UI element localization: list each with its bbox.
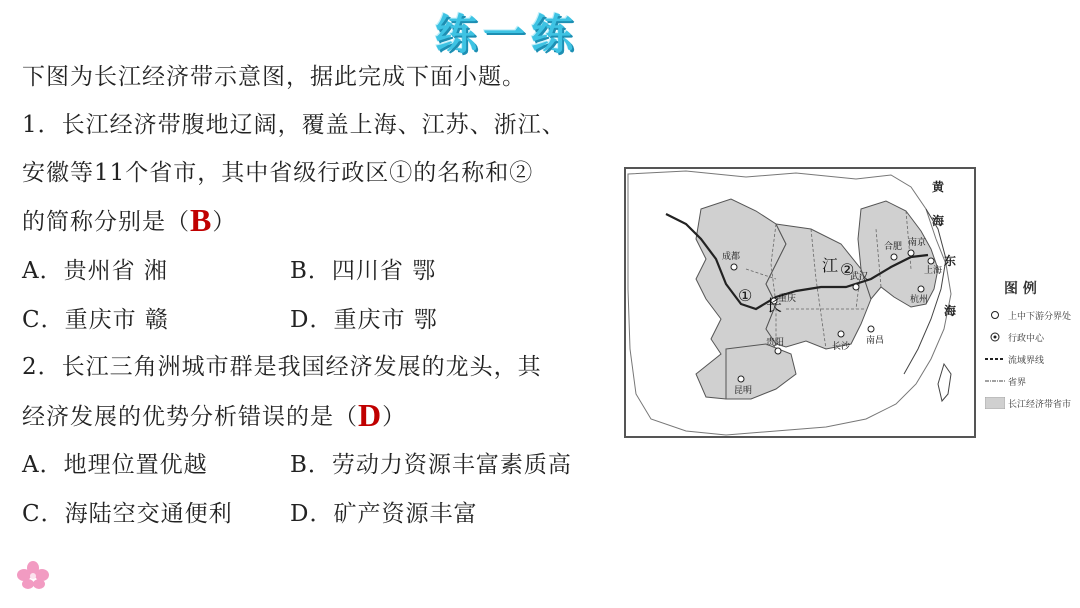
q2-line2-text: 经济发展的优势分析错误的是（ <box>22 404 358 430</box>
label-region-1: ① <box>738 286 753 305</box>
q2-option-b[interactable]: B．劳动力资源丰富素质高 <box>290 452 572 478</box>
boundary-point-icon <box>984 310 1006 320</box>
flower-decoration-icon <box>16 560 50 594</box>
q1-option-d[interactable]: D．重庆市 鄂 <box>290 307 438 333</box>
legend-title: 图 例 <box>1004 281 1037 297</box>
legend-label: 行政中心 <box>1008 333 1045 344</box>
page-title: 练一练 <box>434 10 579 59</box>
legend-item <box>984 304 1080 326</box>
chengdu-marker <box>731 264 737 270</box>
taiwan-island <box>938 364 951 401</box>
q1-line3-close: ） <box>212 209 237 235</box>
label-east-sea-2: 海 <box>944 304 957 318</box>
legend-item <box>984 348 1080 370</box>
label-guiyang: 贵阳 <box>766 338 785 348</box>
q1-answer: B <box>190 202 213 238</box>
label-wuhan: 武汉 <box>850 272 869 282</box>
q2-answer: D <box>358 397 383 433</box>
nanchang-marker <box>868 326 874 332</box>
label-jiang: 江 <box>822 256 839 275</box>
label-chongqing: 重庆 <box>778 294 797 304</box>
guiyang-marker <box>775 348 781 354</box>
legend-label: 流域界线 <box>1008 355 1045 366</box>
basin-boundary-icon <box>984 356 1006 362</box>
label-east-sea-1: 东 <box>944 254 957 268</box>
label-yellow-sea-2: 海 <box>932 214 945 228</box>
label-shanghai: 上海 <box>924 266 943 276</box>
q2-option-d[interactable]: D．矿产资源丰富 <box>290 501 478 527</box>
label-chang: 长 <box>766 296 783 315</box>
q2-line1: 2．长江三角洲城市群是我国经济发展的龙头，其 <box>22 354 542 380</box>
nanjing-marker <box>908 250 914 256</box>
label-region-2: ② <box>840 260 855 279</box>
q1-option-b[interactable]: B．四川省 鄂 <box>290 258 437 284</box>
label-hefei: 合肥 <box>884 242 903 252</box>
legend-item <box>984 326 1080 348</box>
legend-item <box>984 392 1080 414</box>
label-changsha: 长沙 <box>832 342 851 352</box>
q2-option-c[interactable]: C．海陆空交通便利 <box>22 501 233 527</box>
legend-label: 上中下游分界处 <box>1008 311 1072 322</box>
q2-line2 <box>22 397 407 433</box>
q1-line3 <box>22 202 237 238</box>
legend-label: 长江经济带省市 <box>1008 399 1072 410</box>
label-hangzhou: 杭州 <box>910 295 929 305</box>
q2-line2-close: ） <box>382 404 407 430</box>
hefei-marker <box>891 254 897 260</box>
kunming-marker <box>738 376 744 382</box>
capital-marker-icon <box>984 332 1006 342</box>
q1-option-a[interactable]: A．贵州省 湘 <box>22 258 168 284</box>
q2-option-a[interactable]: A．地理位置优越 <box>22 452 208 478</box>
label-kunming: 昆明 <box>734 386 753 396</box>
q1-option-c[interactable]: C．重庆市 赣 <box>22 307 169 333</box>
q1-line1: 1．长江经济带腹地辽阔，覆盖上海、江苏、浙江、 <box>22 112 566 138</box>
q1-line2: 安徽等11个省市，其中省级行政区①的名称和② <box>22 160 534 186</box>
label-nanchang: 南昌 <box>866 336 885 346</box>
yangtze-economic-belt-map <box>624 167 976 438</box>
wuhan-marker <box>853 284 859 290</box>
legend-item <box>984 370 1080 392</box>
map-legend <box>984 278 1080 414</box>
intro-text: 下图为长江经济带示意图，据此完成下面小题。 <box>22 64 526 90</box>
province-border-icon <box>984 378 1006 384</box>
region-fill-icon <box>984 397 1006 409</box>
shanghai-marker <box>928 258 934 264</box>
q1-line3-text: 的简称分别是（ <box>22 209 190 235</box>
label-chengdu: 成都 <box>722 252 741 262</box>
label-yellow-sea-1: 黄 <box>932 180 945 194</box>
legend-label: 省界 <box>1008 377 1027 388</box>
label-nanjing: 南京 <box>908 238 927 248</box>
hangzhou-marker <box>918 286 924 292</box>
changsha-marker <box>838 331 844 337</box>
map-svg <box>626 169 976 438</box>
